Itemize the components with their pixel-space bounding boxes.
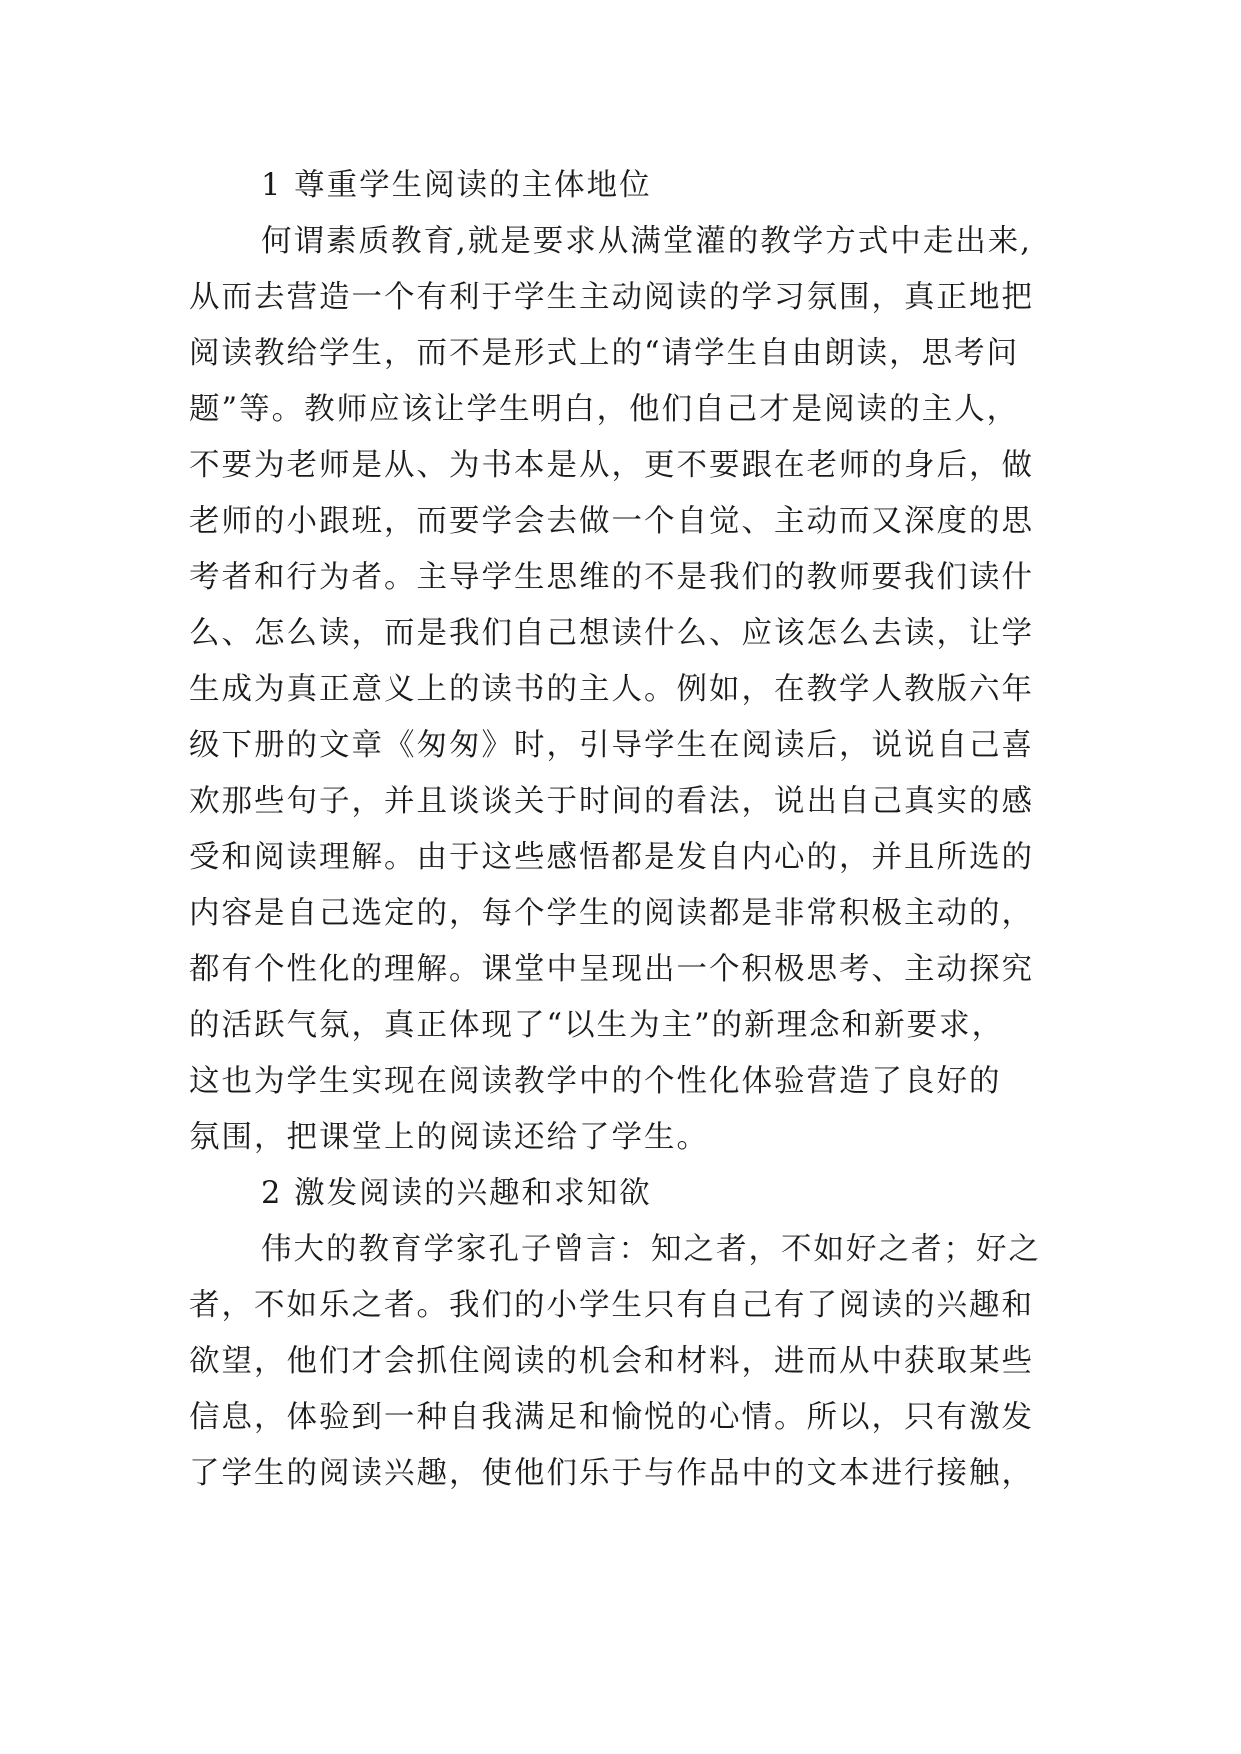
paragraph-line: 都有个性化的理解。课堂中呈现出一个积极思考、主动探究 (189, 952, 1034, 987)
paragraph-line: 级下册的文章《匆匆》时，引导学生在阅读后，说说自己喜 (189, 728, 1034, 763)
paragraph-line: 的活跃气氛，真正体现了“以生为主”的新理念和新要求， (189, 1008, 1005, 1043)
paragraph-line: 伟大的教育学家孔子曾言：知之者，不如好之者；好之 (261, 1232, 1041, 1267)
section-heading-1: 1 尊重学生阅读的主体地位 (261, 168, 652, 203)
paragraph-line: 欲望，他们才会抓住阅读的机会和材料，进而从中获取某些 (189, 1344, 1034, 1379)
paragraph-line: 生成为真正意义上的读书的主人。例如，在教学人教版六年 (189, 672, 1034, 707)
section-heading-2: 2 激发阅读的兴趣和求知欲 (261, 1176, 652, 1211)
paragraph-line: 不要为老师是从、为书本是从，更不要跟在老师的身后，做 (189, 448, 1034, 483)
document-body (189, 158, 1079, 1502)
paragraph-line: 考者和行为者。主导学生思维的不是我们的教师要我们读什 (189, 560, 1034, 595)
paragraph-line: 何谓素质教育,就是要求从满堂灌的教学方式中走出来, (261, 224, 1032, 259)
paragraph-line: 阅读教给学生，而不是形式上的“请学生自由朗读，思考问 (189, 336, 1020, 371)
paragraph-line: 了学生的阅读兴趣，使他们乐于与作品中的文本进行接触， (189, 1456, 1034, 1491)
paragraph-line: 者，不如乐之者。我们的小学生只有自己有了阅读的兴趣和 (189, 1288, 1034, 1323)
paragraph-line: 题”等。教师应该让学生明白，他们自己才是阅读的主人， (189, 392, 1020, 427)
paragraph-line: 信息，体验到一种自我满足和愉悦的心情。所以，只有激发 (189, 1400, 1034, 1435)
paragraph-line: 内容是自己选定的，每个学生的阅读都是非常积极主动的， (189, 896, 1034, 931)
paragraph-line: 老师的小跟班，而要学会去做一个自觉、主动而又深度的思 (189, 504, 1034, 539)
paragraph-line: 从而去营造一个有利于学生主动阅读的学习氛围，真正地把 (189, 280, 1034, 315)
paragraph-line: 么、怎么读，而是我们自己想读什么、应该怎么去读，让学 (189, 616, 1034, 651)
paragraph-line: 这也为学生实现在阅读教学中的个性化体验营造了良好的 (189, 1064, 1002, 1099)
paragraph-line: 氛围，把课堂上的阅读还给了学生。 (189, 1120, 709, 1155)
paragraph-line: 欢那些句子，并且谈谈关于时间的看法，说出自己真实的感 (189, 784, 1034, 819)
paragraph-line: 受和阅读理解。由于这些感悟都是发自内心的，并且所选的 (189, 840, 1034, 875)
